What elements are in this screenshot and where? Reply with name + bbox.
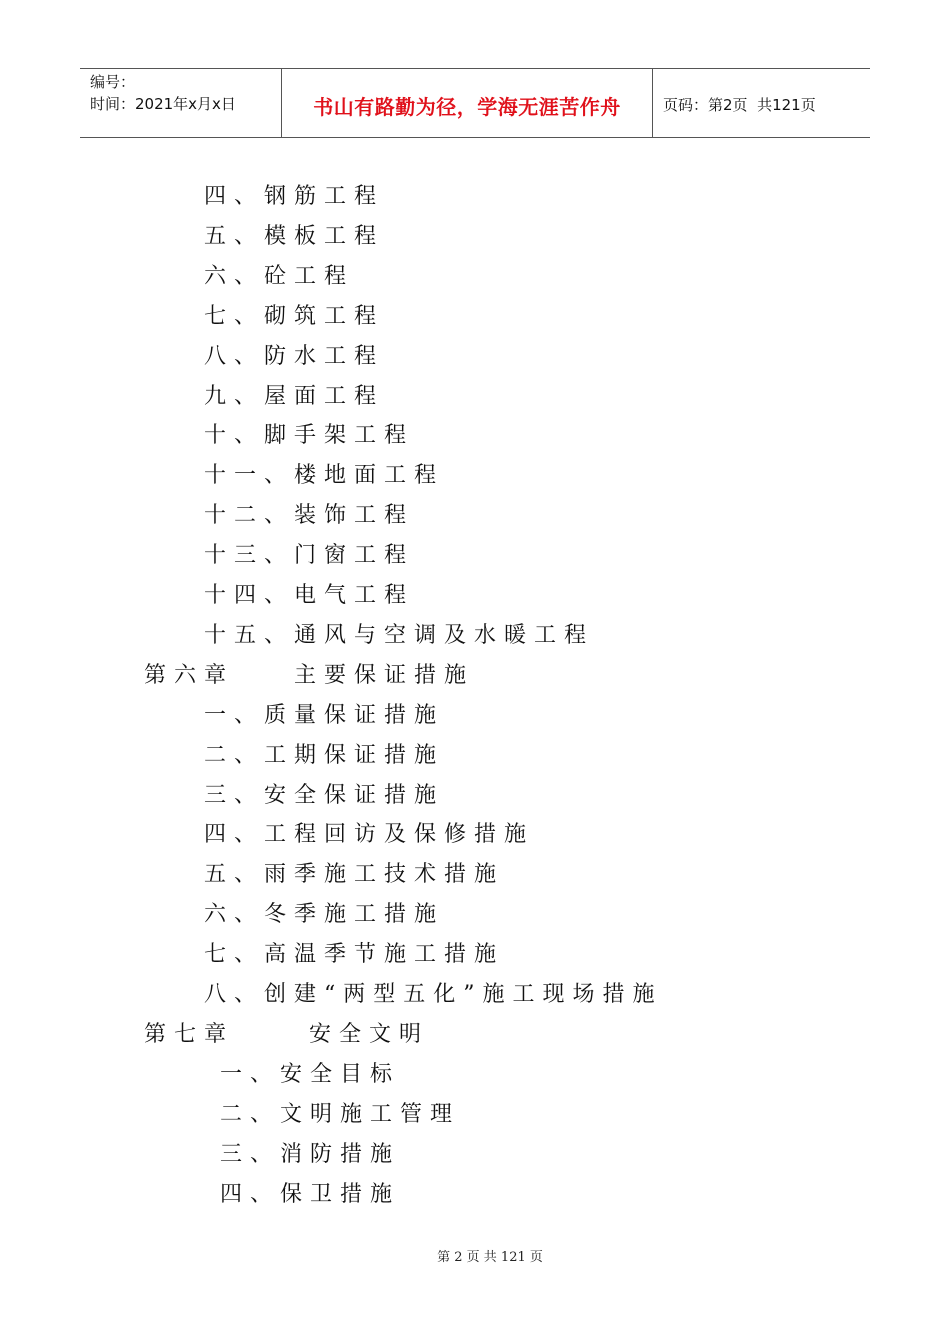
toc-item: 十二、装饰工程 bbox=[204, 503, 415, 528]
toc-item: 七、高温季节施工措施 bbox=[204, 942, 505, 967]
toc-item: 五、雨季施工技术措施 bbox=[204, 862, 505, 887]
toc-item: 十五、通风与空调及水暖工程 bbox=[204, 623, 595, 648]
toc-item: 四、保卫措施 bbox=[220, 1182, 401, 1207]
toc-item: 三、安全保证措施 bbox=[204, 783, 445, 808]
time-label: 时间：2021年x月x日 bbox=[90, 95, 236, 113]
toc-item: 七、砌筑工程 bbox=[204, 304, 385, 329]
toc-item: 五、模板工程 bbox=[204, 224, 385, 249]
toc-item: 四、工程回访及保修措施 bbox=[204, 822, 535, 847]
toc-item: 三、消防措施 bbox=[220, 1142, 401, 1167]
header-motto: 书山有路勤为径，学海无涯苦作舟 bbox=[313, 94, 621, 119]
page-footer: 第 2 页 共 121 页 bbox=[437, 1250, 543, 1265]
toc-chapter-heading: 第七章 安全文明 bbox=[144, 1022, 429, 1047]
toc-item: 一、安全目标 bbox=[220, 1062, 401, 1087]
toc-item: 八、防水工程 bbox=[204, 344, 385, 369]
toc-item: 八、创建“两型五化”施工现场措施 bbox=[204, 982, 663, 1007]
toc-chapter-heading: 第六章 主要保证措施 bbox=[144, 663, 474, 688]
toc-item: 六、砼工程 bbox=[204, 264, 355, 289]
toc-item: 十四、电气工程 bbox=[204, 583, 415, 608]
toc-item: 四、钢筋工程 bbox=[204, 184, 385, 209]
toc-item: 十、脚手架工程 bbox=[204, 423, 415, 448]
toc-item: 六、冬季施工措施 bbox=[204, 902, 445, 927]
header-page-info: 页码：第2页 共121页 bbox=[663, 95, 816, 114]
serial-label: 编号： bbox=[90, 73, 136, 91]
toc-item: 一、质量保证措施 bbox=[204, 703, 445, 728]
toc-item: 十一、楼地面工程 bbox=[204, 463, 445, 488]
toc-item: 二、工期保证措施 bbox=[204, 743, 445, 768]
toc-item: 九、屋面工程 bbox=[204, 384, 385, 409]
toc-item: 十三、门窗工程 bbox=[204, 543, 415, 568]
toc-item: 二、文明施工管理 bbox=[220, 1102, 461, 1127]
